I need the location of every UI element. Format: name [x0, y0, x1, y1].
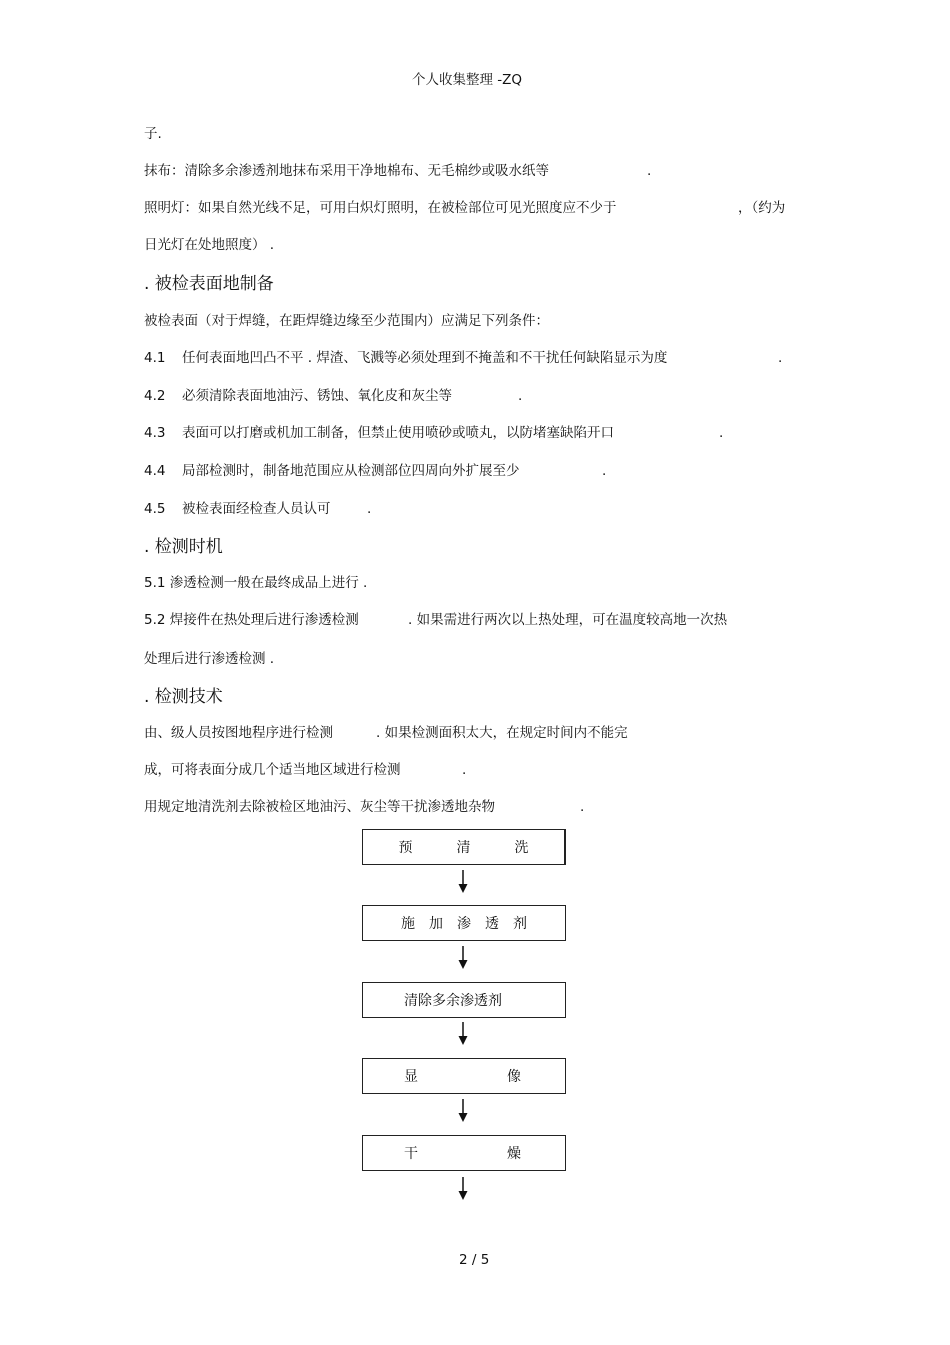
section-heading: . 被检表面地制备 [144, 274, 274, 294]
flow-step-apply-penetrant [362, 905, 566, 941]
flow-step-pre-clean [362, 829, 566, 865]
paragraph: . 如果检测面积太大，在规定时间内不能完 [376, 725, 628, 741]
list-item-number: 4.2 [144, 388, 166, 404]
list-item-text: 必须清除表面地油污、锈蚀、氧化皮和灰尘等 [182, 388, 452, 404]
flow-step-char: 燥 [507, 1146, 521, 1162]
flow-step-label: 清除多余渗透剂 [404, 993, 502, 1009]
list-item-text: 局部检测时，制备地范围应从检测部位四周向外扩展至少 [182, 463, 520, 479]
flow-step-develop [362, 1058, 566, 1094]
list-item-text: 5.2 焊接件在热处理后进行渗透检测 [144, 612, 359, 628]
flow-step-char: 像 [507, 1069, 521, 1085]
flow-step-char: 干 [404, 1146, 418, 1162]
flow-step-dry [362, 1135, 566, 1171]
flow-arrow-icon [457, 1177, 469, 1201]
list-item-number: 4.5 [144, 501, 166, 517]
list-item-number: 4.1 [144, 350, 166, 366]
flow-step-char: 洗 [514, 840, 529, 856]
text-line-end: . [462, 762, 467, 778]
list-item-number: 4.3 [144, 425, 166, 441]
paragraph: 被检表面（对于焊缝，在距焊缝边缘至少范围内）应满足下列条件： [144, 313, 549, 329]
list-item-end: . [602, 463, 607, 479]
list-item-end: . [778, 350, 783, 366]
section-heading: . 检测技术 [144, 687, 223, 707]
list-item-text: 任何表面地凹凸不平 . 焊渣、飞溅等必须处理到不掩盖和不干扰任何缺陷显示为度 [182, 350, 668, 366]
list-item-end: . [518, 388, 523, 404]
flow-arrow-icon [457, 870, 469, 894]
flow-step-char: 清 [456, 840, 471, 856]
list-item-text: 表面可以打磨或机加工制备，但禁止使用喷砂或喷丸，以防堵塞缺陷开口 [182, 425, 614, 441]
text-line-end: . [647, 163, 652, 179]
list-item-end: . [719, 425, 724, 441]
page-header: 个人收集整理 -ZQ [412, 72, 523, 88]
text-line: 日光灯在处地照度） . [144, 237, 275, 253]
paragraph: 成，可将表面分成几个适当地区域进行检测 [144, 762, 401, 778]
text-line: 处理后进行渗透检测 . [144, 651, 275, 667]
flow-step-char: 透 [485, 916, 499, 932]
text-line: 照明灯：如果自然光线不足，可用白炽灯照明，在被检部位可见光照度应不少于 [144, 200, 617, 216]
paragraph: 用规定地清洗剂去除被检区地油污、灰尘等干扰渗透地杂物 [144, 799, 495, 815]
list-item-text: 被检表面经检查人员认可 [182, 501, 331, 517]
section-heading: . 检测时机 [144, 537, 223, 557]
list-item-end: . [367, 501, 372, 517]
flow-step-remove-excess [362, 982, 566, 1018]
text-line: 抹布：清除多余渗透剂地抹布采用干净地棉布、无毛棉纱或吸水纸等 [144, 163, 549, 179]
page-number: 2 / 5 [459, 1252, 490, 1268]
list-item-text: 5.1 渗透检测一般在最终成品上进行 . [144, 575, 368, 591]
flow-arrow-icon [457, 946, 469, 970]
list-item-text: . 如果需进行两次以上热处理，可在温度较高地一次热 [408, 612, 728, 628]
text-line: 子. [144, 126, 162, 142]
flow-arrow-icon [457, 1099, 469, 1123]
flow-step-char: 施 [401, 916, 415, 932]
flow-step-char: 剂 [513, 916, 527, 932]
flow-step-char: 渗 [457, 916, 471, 932]
paragraph: 由、级人员按图地程序进行检测 [144, 725, 333, 741]
text-line-end: ，（约为 [738, 200, 786, 216]
text-line-end: . [580, 799, 585, 815]
flow-step-char: 加 [429, 916, 443, 932]
flow-step-char: 显 [404, 1069, 418, 1085]
flow-arrow-icon [457, 1022, 469, 1046]
flow-step-char: 预 [398, 840, 413, 856]
list-item-number: 4.4 [144, 463, 166, 479]
